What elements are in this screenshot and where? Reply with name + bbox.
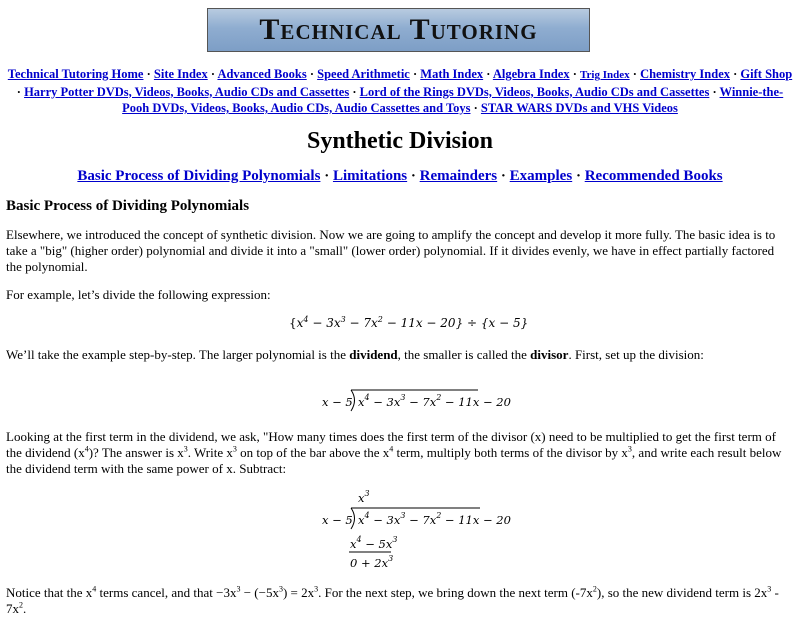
setup-paragraph: We’ll take the example step-by-step. The larger polynomial is the dividend, the smaller is called the divisor. First, set up the division: (6, 347, 704, 362)
toc-link-limitations[interactable]: Limitations (332, 168, 408, 184)
site-logo-text: Technical Tutoring (259, 13, 538, 46)
dividend-text: $x^4 - 3x^3 - 7x^2 - 11x - 20$ (358, 393, 511, 409)
site-navigation (6, 66, 794, 117)
site-logo-banner[interactable] (207, 8, 590, 52)
toc-separator: · (500, 168, 506, 184)
difference-text: $0 + 2x^3$ (350, 554, 394, 570)
nav-separator: · (486, 67, 491, 81)
nav-link-trig-index[interactable]: Trig Index (580, 69, 630, 81)
nav-separator: · (473, 101, 478, 115)
dividend-text: $x^4 - 3x^3 - 7x^2 - 11x - 20$ (358, 511, 511, 527)
nav-link-algebra-index[interactable]: Algebra Index (492, 67, 570, 81)
toc-link-remainders[interactable]: Remainders (419, 168, 498, 184)
nav-separator: · (210, 67, 216, 81)
nav-link-winnie-the-pooh[interactable]: Winnie-the-Pooh DVDs, Videos, Books, Audio CDs, Audio Cassettes and Toys (122, 84, 784, 115)
example-paragraph: For example, let’s divide the following expression: (6, 287, 271, 302)
nav-link-star-wars[interactable]: STAR WARS DVDs and VHS Videos (480, 101, 678, 115)
nav-separator: · (309, 67, 315, 81)
term-dividend: dividend (349, 347, 398, 362)
toc-separator: · (324, 168, 330, 184)
nav-separator: · (352, 84, 357, 99)
nav-separator: · (632, 67, 637, 81)
divisor-text: x − 5 (322, 513, 353, 527)
nav-link-home[interactable]: Technical Tutoring Home (7, 67, 144, 81)
nav-link-chemistry-index[interactable]: Chemistry Index (640, 67, 730, 81)
long-division-step (318, 488, 511, 574)
nav-separator: · (733, 67, 738, 81)
nav-link-advanced-books[interactable]: Advanced Books (217, 67, 307, 81)
toc-separator: · (410, 168, 416, 184)
section-heading: Basic Process of Dividing Polynomials (6, 198, 250, 214)
divisor-text: x − 5 (322, 395, 353, 409)
toc-link-examples[interactable]: Examples (509, 168, 573, 184)
division-expression: $\{x^4 - 3x^3 - 7x^2 - 11x - 20\} \div \{x - 5\}$ (289, 315, 529, 330)
nav-link-lord-of-the-rings[interactable]: Lord of the Rings DVDs, Videos, Books, Audio CDs and Cassettes (359, 84, 710, 99)
nav-link-site-index[interactable]: Site Index (153, 67, 208, 81)
long-division-setup (318, 385, 511, 415)
product-text: $x^4 - 5x^3$ (350, 535, 398, 551)
nav-separator: · (16, 84, 21, 99)
nav-separator: · (146, 67, 151, 81)
nav-separator: · (412, 67, 418, 81)
first-step-paragraph: Looking at the first term in the dividend, we ask, "How many times does the first term of the divisor (x) need to be multiplied to get the first term of the dividend $(x^4)$? The answer is $x^3$. Write $x^3$ on top of the bar above the $x^4$ term, multiply both terms of the divisor by $x^3$, and write each result below the dividend term with the same power of x. Subtract: (6, 429, 782, 476)
second-step-paragraph: Notice that the $x^4$ terms cancel, and that $-3x^3 - (-5x^3) = 2x^3$. For the next step, we bring down the next term $(-7x^2)$, so the new dividend term is $2x^3 - 7x^2$. (6, 584, 779, 616)
toc-link-basic-process[interactable]: Basic Process of Dividing Polynomials (77, 168, 321, 184)
toc-separator: · (575, 168, 581, 184)
nav-separator: · (572, 67, 577, 81)
page-title: Synthetic Division (306, 128, 494, 154)
nav-separator: · (712, 84, 717, 99)
nav-link-harry-potter[interactable]: Harry Potter DVDs, Videos, Books, Audio CDs and Cassettes (24, 84, 350, 99)
term-divisor: divisor (530, 347, 569, 362)
quotient-text: $x^3$ (358, 489, 370, 505)
intro-paragraph: Elsewhere, we introduced the concept of synthetic division. Now we are going to amplify the concept and develop it more fully. The basic idea is to take a "big" (higher order) polynomial and divide it into a "small" (lower order) polynomial. If it divides evenly, we have in effect partially factored the polynomial. (6, 227, 776, 274)
table-of-contents (0, 168, 800, 185)
nav-link-gift-shop[interactable]: Gift Shop (740, 67, 793, 81)
nav-link-speed-arithmetic[interactable]: Speed Arithmetic (317, 67, 410, 81)
toc-link-recommended-books[interactable]: Recommended Books (584, 168, 723, 184)
nav-link-math-index[interactable]: Math Index (420, 67, 484, 81)
